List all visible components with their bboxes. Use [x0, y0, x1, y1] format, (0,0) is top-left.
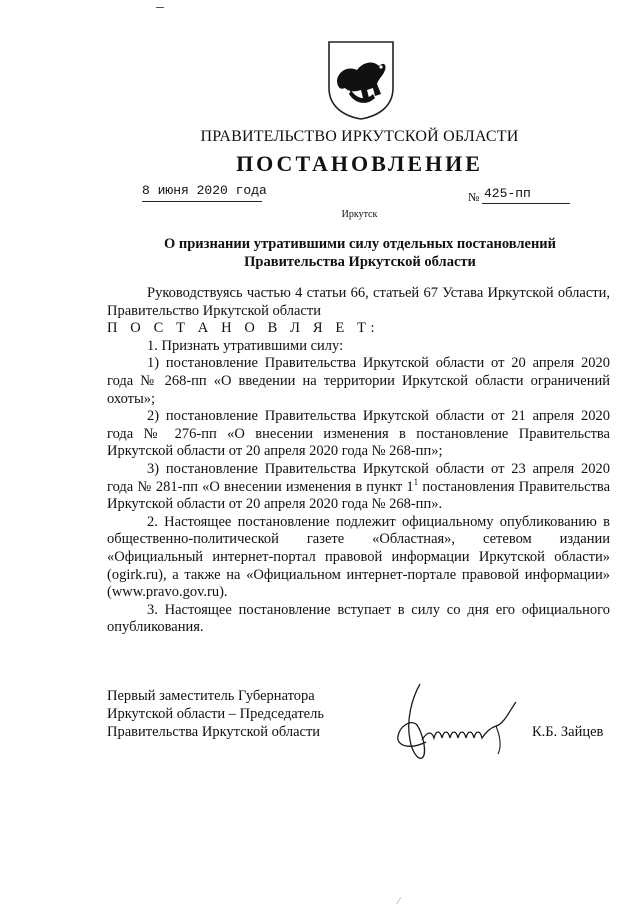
document-type: ПОСТАНОВЛЕНИЕ: [236, 151, 483, 176]
item-3: 3. Настоящее постановление вступает в силу со дня его официального опубликования.: [107, 601, 610, 636]
document-body: [107, 285, 610, 637]
signatory-line-3: Правительства Иркутской области: [107, 724, 321, 740]
item-2: 2. Настоящее постановление подлежит официальному опубликованию в общественно-политической газете «Областная», сетевом издании «Официальный интернет-портал правовой информации Иркутской области» (ogirk.ru), а также на «Официальном интернет-портале правовой информации» (www.pravo.gov.ru).: [107, 513, 610, 601]
irkutsk-coat-of-arms-icon: [327, 40, 395, 120]
document-number: 425-пп: [484, 186, 531, 201]
intro-paragraph: Руководствуясь частью 4 статьи 66, статьей 67 Устава Иркутской области, Правительство Иркутской области: [107, 285, 610, 319]
signatory-line-1: Первый заместитель Губернатора: [107, 688, 315, 704]
date-underline: [142, 201, 262, 202]
scan-mark: [156, 7, 164, 8]
government-name: ПРАВИТЕЛЬСТВО ИРКУТСКОЙ ОБЛАСТИ: [200, 128, 519, 145]
number-underline: [482, 203, 570, 204]
scan-mark-bottom: ⁄: [398, 896, 400, 906]
title-line-2: Правительства Иркутской области: [244, 254, 476, 270]
item-1-3-superscript: 1: [413, 476, 419, 487]
document-date: 8 июня 2020 года: [142, 183, 267, 198]
item-1-3-text-b: постановления Правительства Иркутской области от 20 апреля 2020 года № 268-пп».: [107, 478, 611, 513]
signatory-line-2: Иркутской области – Председатель: [107, 706, 324, 722]
item-1: 1. Признать утратившими силу:: [147, 337, 344, 354]
item-1-1: 1) постановление Правительства Иркутской области от 20 апреля 2020 года № 268-пп «О введении на территории Иркутской области ограничений охоты»;: [107, 355, 610, 407]
decrees-heading: П О С Т А Н О В Л Я Е Т:: [107, 320, 380, 337]
signatory-name: К.Б. Зайцев: [532, 724, 604, 740]
item-1-3: [107, 461, 610, 514]
item-1-2: 2) постановление Правительства Иркутской области от 21 апреля 2020 года № 276-пп «О внесении изменения в постановление Правительства Иркутской области от 20 апреля 2020 года № 268-пп»;: [107, 408, 610, 460]
number-sign: №: [468, 190, 480, 204]
item-1-3-text-a: 3) постановление Правительства Иркутской области от 23 апреля 2020 года № 281-пп «О внесении изменения в пункт 1: [107, 460, 610, 495]
signatory-position: [107, 687, 324, 741]
title-line-1: О признании утратившими силу отдельных постановлений: [163, 236, 557, 252]
handwritten-signature-icon: [392, 680, 532, 772]
city-name: Иркутск: [341, 209, 378, 220]
document-title: [140, 235, 580, 271]
